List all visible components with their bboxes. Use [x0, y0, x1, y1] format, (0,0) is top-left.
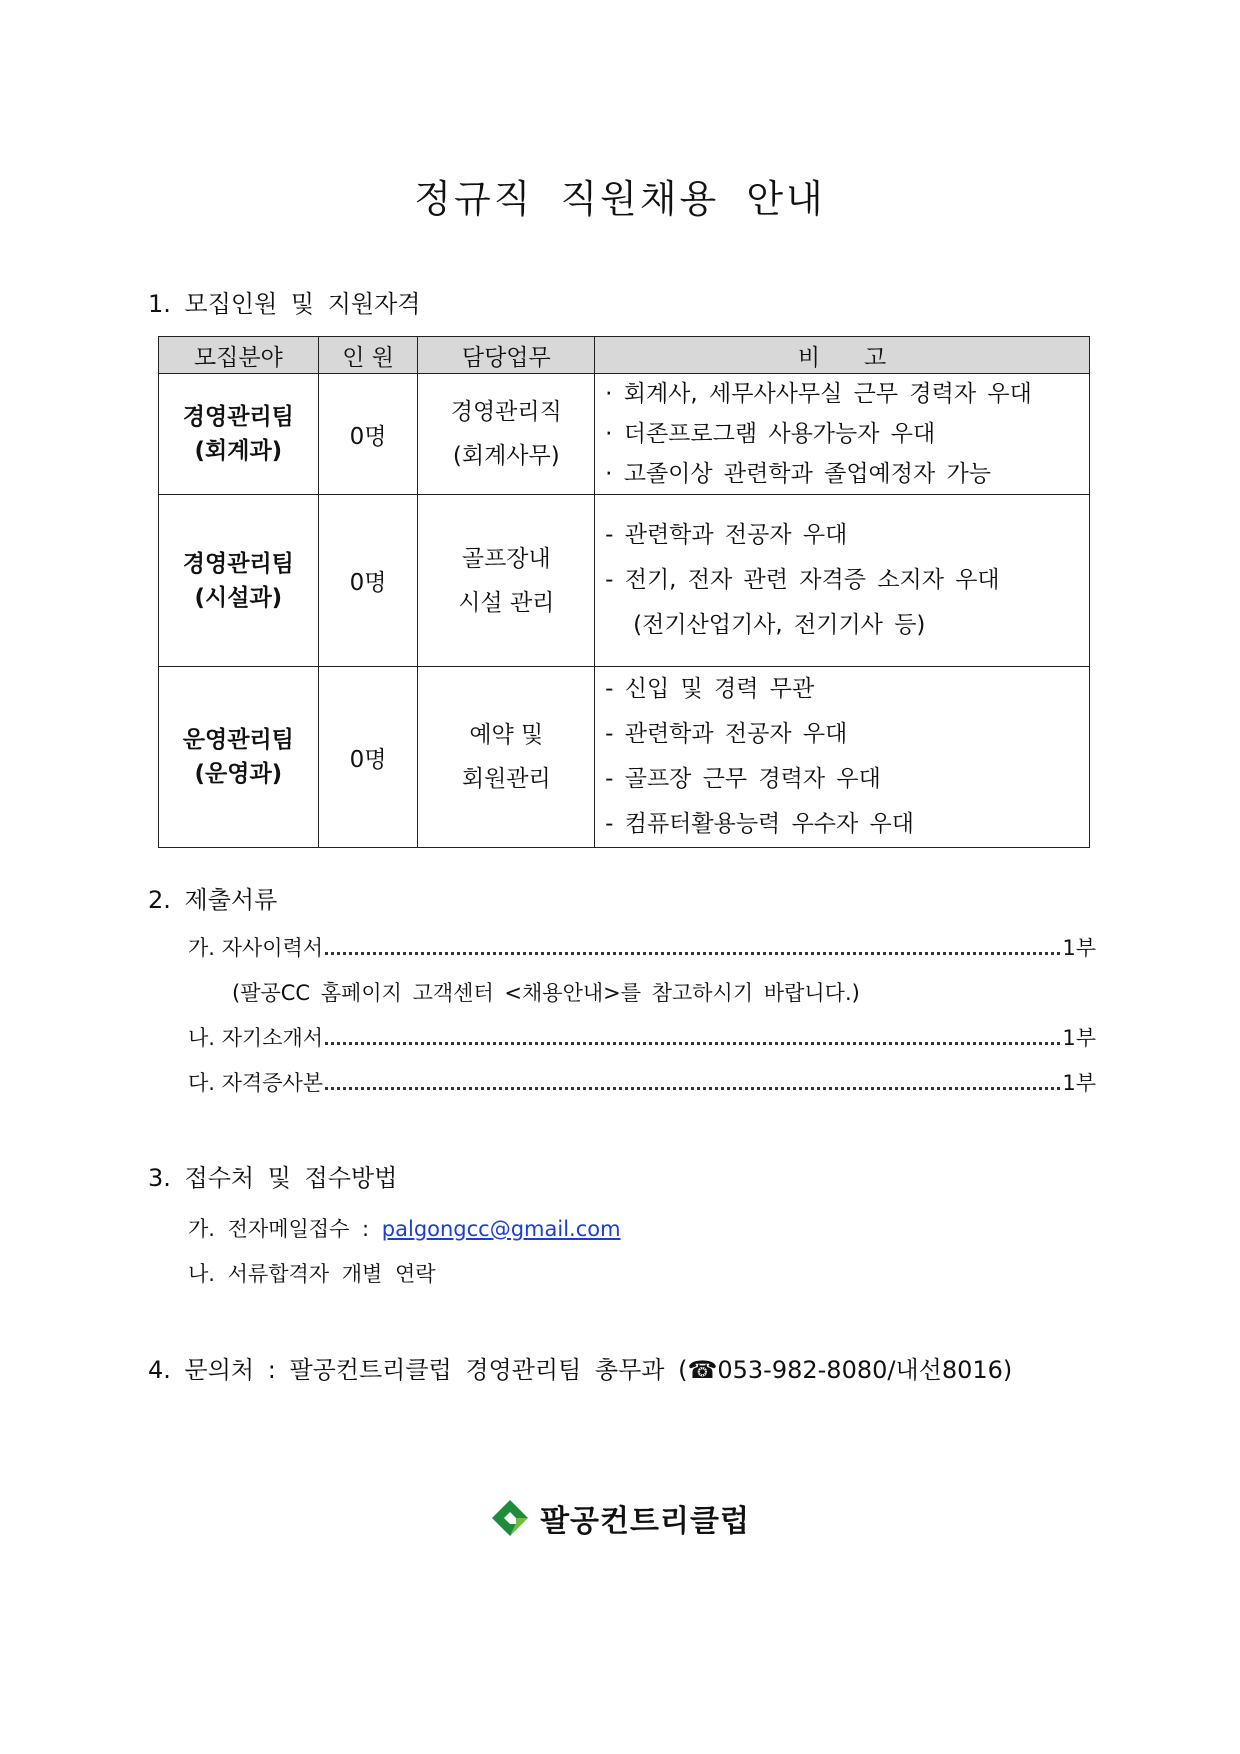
- doc-item-qty: 1부: [1062, 936, 1096, 960]
- section-2-heading: 2. 제출서류: [148, 886, 278, 914]
- duty-line: 경영관리직: [450, 399, 562, 425]
- club-name: 팔공컨트리클럽: [540, 1504, 750, 1539]
- doc-item-label: 다. 자격증사본: [188, 1071, 324, 1095]
- duty-cell: [418, 374, 595, 495]
- team-name: 경영관리팀: [182, 404, 294, 430]
- note-line: · 더존프로그램 사용가능자 우대: [605, 421, 936, 447]
- note-line: - 관련학과 전공자 우대: [605, 522, 848, 548]
- doc-item-resume: [188, 932, 1096, 962]
- inquiry-sep: :: [254, 1356, 290, 1384]
- doc-item-qty: 1부: [1062, 1071, 1096, 1095]
- doc-item-certificate: [188, 1067, 1096, 1097]
- table-row: [159, 667, 1090, 848]
- table-row: [159, 374, 1090, 495]
- header-field: 모집분야: [159, 337, 319, 374]
- note-line: - 골프장 근무 경력자 우대: [605, 766, 881, 792]
- header-notes: 비 고: [595, 337, 1090, 374]
- doc-item-intro: [188, 1022, 1096, 1052]
- palgong-logo-icon: [490, 1498, 530, 1538]
- phone-icon: ☎: [687, 1356, 718, 1384]
- team-dept: (운영과): [194, 761, 283, 787]
- team-dept: (회계과): [194, 438, 283, 464]
- doc-item-label: 가. 자사이력서: [188, 936, 324, 960]
- count-cell: 0명: [318, 374, 418, 495]
- phone-number: 053-982-8080/내선8016): [717, 1356, 1013, 1384]
- inquiry-text: 팔공컨트리클럽 경영관리팀 총무과 (: [289, 1356, 688, 1384]
- team-dept: (시설과): [194, 584, 283, 611]
- duty-line: 시설 관리: [458, 589, 555, 616]
- count-cell: 0명: [318, 667, 418, 848]
- email-row: [188, 1213, 621, 1243]
- inquiry-label: 4. 문의처: [148, 1356, 255, 1384]
- section-1-heading: 1. 모집인원 및 지원자격: [148, 290, 421, 318]
- duty-cell: [418, 667, 595, 848]
- count-cell: 0명: [318, 495, 418, 667]
- note-line: (전기산업기사, 전기기사 등): [633, 612, 926, 638]
- header-duty: 담당업무: [418, 337, 595, 374]
- doc-item-qty: 1부: [1062, 1026, 1096, 1050]
- note-line: · 고졸이상 관련학과 졸업예정자 가능: [605, 461, 991, 487]
- email-link[interactable]: palgongcc@gmail.com: [381, 1217, 621, 1241]
- note-line: - 컴퓨터활용능력 우수자 우대: [605, 811, 914, 837]
- section-3-heading: 3. 접수처 및 접수방법: [148, 1164, 398, 1192]
- doc-note: (팔공CC 홈페이지 고객센터 <채용안내>를 참고하시기 바랍니다.): [232, 981, 860, 1005]
- team-name: 운영관리팀: [182, 727, 294, 753]
- note-line: · 회계사, 세무사사무실 근무 경력자 우대: [605, 381, 1032, 407]
- note-line: - 관련학과 전공자 우대: [605, 721, 848, 747]
- team-cell: [159, 374, 319, 495]
- duty-line: 골프장내: [461, 545, 551, 572]
- duty-line: 회원관리: [461, 766, 551, 792]
- document-title: 정규직 직원채용 안내: [414, 177, 826, 221]
- team-cell: [159, 667, 319, 848]
- note-line: - 신입 및 경력 무관: [605, 676, 815, 702]
- table-row: [159, 495, 1090, 667]
- table-header-row: [159, 337, 1090, 374]
- dot-leader: [325, 952, 1060, 955]
- team-name: 경영관리팀: [182, 550, 294, 577]
- contact-method-row: 나. 서류합격자 개별 연락: [188, 1262, 436, 1286]
- duty-cell: [418, 495, 595, 667]
- recruit-table: [158, 336, 1090, 848]
- note-line: - 전기, 전자 관련 자격증 소지자 우대: [605, 567, 1000, 593]
- dot-leader: [325, 1087, 1060, 1090]
- club-logo: [0, 1496, 1240, 1540]
- notes-cell: [595, 374, 1090, 495]
- notes-cell: [595, 495, 1090, 667]
- dot-leader: [325, 1042, 1060, 1045]
- inquiry-row: [148, 1350, 1012, 1385]
- duty-line: 예약 및: [469, 722, 544, 748]
- doc-item-label: 나. 자기소개서: [188, 1026, 324, 1050]
- duty-line: (회계사무): [452, 443, 560, 469]
- email-label: 가. 전자메일접수 :: [188, 1217, 382, 1241]
- team-cell: [159, 495, 319, 667]
- notes-cell: [595, 667, 1090, 848]
- header-count: 인 원: [318, 337, 418, 374]
